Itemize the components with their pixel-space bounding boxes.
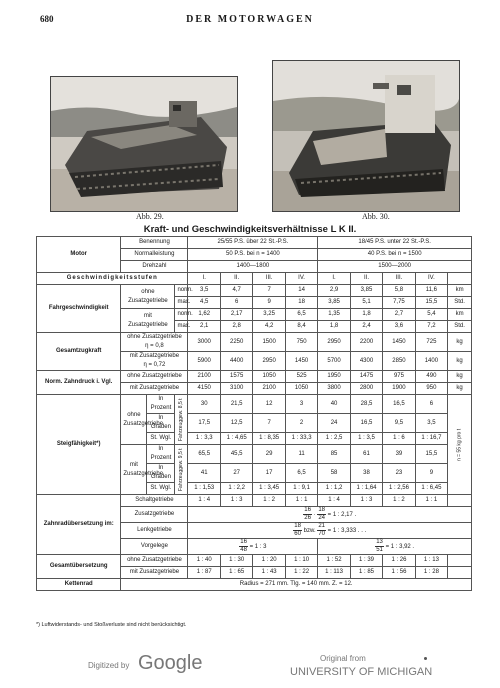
gesamt-cell: 1 : 13 bbox=[415, 555, 447, 567]
fahr-cell: 14 bbox=[285, 285, 317, 297]
steig-cell: 65,5 bbox=[188, 445, 220, 464]
vorg-a-n: 16 bbox=[240, 539, 247, 545]
schalt-cell: 1 : 4 bbox=[188, 495, 220, 507]
zusatz-n2: 18 bbox=[318, 507, 325, 513]
gesamt-cell: 1 : 113 bbox=[318, 567, 350, 579]
zugkraft-label: Gesamtzugkraft bbox=[37, 333, 121, 371]
fahr-cell: 3,5 bbox=[188, 285, 220, 297]
fahr-cell: 3,85 bbox=[350, 285, 382, 297]
ratio-table bbox=[36, 236, 472, 591]
fahr-cell: 1,62 bbox=[188, 309, 220, 321]
zugkraft-mit-label bbox=[121, 352, 188, 371]
gear-b-4: IV. bbox=[415, 273, 447, 285]
zusatz-d2: 24 bbox=[318, 515, 325, 521]
gesamt-cell: 1 : 26 bbox=[383, 555, 415, 567]
fahr-label: Fahrgeschwindigkeit bbox=[37, 285, 121, 333]
gesamt-cell: 1 : 20 bbox=[253, 555, 285, 567]
running-title: DER MOTORWAGEN bbox=[186, 14, 314, 25]
zug-cell: 1450 bbox=[285, 352, 317, 371]
steig-cell: 1 : 4,65 bbox=[220, 433, 252, 445]
zugkraft-ohne-label bbox=[121, 333, 188, 352]
gear-header-label: Geschwindigkeitsstufen bbox=[37, 273, 188, 285]
zug-cell: 5900 bbox=[188, 352, 220, 371]
fahr-cell: 15,5 bbox=[415, 297, 447, 309]
zd-cell: 525 bbox=[285, 371, 317, 383]
steig-cell: 1 : 1,64 bbox=[350, 483, 382, 495]
steig-cell: 41 bbox=[188, 464, 220, 483]
steig-cell: 16,5 bbox=[350, 414, 382, 433]
steig-vert-a: Fahrzeuggew. 8,5 t bbox=[175, 395, 188, 445]
fahr-cell: 2,9 bbox=[318, 285, 350, 297]
zug-cell: 2850 bbox=[383, 352, 415, 371]
steig-mit-label: mit Zusatzgetriebe bbox=[121, 445, 147, 495]
fahr-ohne-label: ohne Zusatzgetriebe bbox=[121, 285, 175, 309]
zugkraft-mit-text: mit Zusatzgetriebe bbox=[129, 353, 180, 359]
steig-cell: 3,5 bbox=[415, 414, 447, 433]
schalt-cell: 1 : 1 bbox=[415, 495, 447, 507]
original-from: Original from bbox=[320, 654, 366, 663]
benennung-a: 25/55 P.S. über 22 St.-P.S. bbox=[188, 237, 318, 249]
steig-graden-label: In Graden bbox=[147, 414, 175, 433]
fahr-cell: 9 bbox=[253, 297, 285, 309]
steig-cell: 15,5 bbox=[415, 445, 447, 464]
zug-cell: 1450 bbox=[383, 333, 415, 352]
lenk-label: Lenkgetriebe bbox=[121, 523, 188, 539]
fahr-cell: 7 bbox=[253, 285, 285, 297]
zug-unit: kg bbox=[448, 333, 472, 352]
zusatz-n1: 16 bbox=[304, 507, 311, 513]
normal-label: Normalleistung bbox=[121, 249, 188, 261]
lenk-d1: 60 bbox=[294, 531, 301, 537]
steig-cell: 45,5 bbox=[220, 445, 252, 464]
steig-cell: 58 bbox=[318, 464, 350, 483]
steig-cell: 1 : 2,2 bbox=[220, 483, 252, 495]
zd-cell: 3800 bbox=[318, 383, 350, 395]
steig-cell: 9 bbox=[415, 464, 447, 483]
zd-cell: 1050 bbox=[253, 371, 285, 383]
vorg-b-d: 51 bbox=[376, 547, 383, 553]
vorg-a-result: = 1 : 3 bbox=[249, 544, 267, 551]
fahr-cell: 1,35 bbox=[318, 309, 350, 321]
steig-cell: 1 : 6,45 bbox=[415, 483, 447, 495]
steig-cell: 24 bbox=[318, 414, 350, 433]
zd-cell: 4150 bbox=[188, 383, 220, 395]
page-header bbox=[0, 14, 500, 28]
steig-cell: 39 bbox=[383, 445, 415, 464]
vorgelege-a bbox=[188, 539, 318, 555]
steig-cell: 3 bbox=[285, 395, 317, 414]
steig-cell: 1 : 6 bbox=[383, 433, 415, 445]
steig-cell: 7 bbox=[253, 414, 285, 433]
gesamt-cell: 1 : 52 bbox=[318, 555, 350, 567]
gesamt-cell: 1 : 10 bbox=[285, 555, 317, 567]
zd-cell: 490 bbox=[415, 371, 447, 383]
zahndruck-mit-label: mit Zusatzgetriebe bbox=[121, 383, 188, 395]
gesamt-cell: 1 : 39 bbox=[350, 555, 382, 567]
fahr-cell: 3,85 bbox=[318, 297, 350, 309]
fahr-cell: 5,8 bbox=[383, 285, 415, 297]
gesamt-cell: 1 : 56 bbox=[383, 567, 415, 579]
vorg-b-n: 13 bbox=[376, 539, 383, 545]
fahr-norm-label: norm. bbox=[175, 285, 188, 297]
steig-cell: 21,5 bbox=[220, 395, 252, 414]
steig-cell: 1 : 33,3 bbox=[285, 433, 317, 445]
fahr-cell: 6 bbox=[220, 297, 252, 309]
zahndruck-ohne-label: ohne Zusatzgetriebe bbox=[121, 371, 188, 383]
fahr-cell: 11,6 bbox=[415, 285, 447, 297]
dreh-b: 1500—2000 bbox=[318, 261, 472, 273]
steig-cell: 1 : 1,53 bbox=[188, 483, 220, 495]
lenk-n2: 21 bbox=[318, 523, 325, 529]
zahndruck-label: Norm. Zahndruck i. Vgl. bbox=[37, 371, 121, 395]
steig-cell: 1 : 16,7 bbox=[415, 433, 447, 445]
fahr-mit-label: mit Zusatzgetriebe bbox=[121, 309, 175, 333]
steig-cell: 1 : 2,56 bbox=[383, 483, 415, 495]
benennung-b: 18/45 P.S. unter 22 St.-P.S. bbox=[318, 237, 472, 249]
dreh-a: 1400—1800 bbox=[188, 261, 318, 273]
zd-cell: 2100 bbox=[188, 371, 220, 383]
zug-cell: 1500 bbox=[253, 333, 285, 352]
zug-cell: 2250 bbox=[220, 333, 252, 352]
zd-unit-2: kg bbox=[448, 383, 472, 395]
steig-cell: 61 bbox=[350, 445, 382, 464]
fahr-cell: 8,4 bbox=[285, 321, 317, 333]
zug-cell: 5700 bbox=[318, 352, 350, 371]
zug-cell: 2950 bbox=[318, 333, 350, 352]
schalt-cell: 1 : 2 bbox=[253, 495, 285, 507]
fahr-cell: 7,75 bbox=[383, 297, 415, 309]
gear-a-1: I. bbox=[188, 273, 220, 285]
zug-cell: 2950 bbox=[253, 352, 285, 371]
steig-ohne-label: ohne Zusatzgetriebe bbox=[121, 395, 147, 445]
gesamt-cell: 1 : 40 bbox=[188, 555, 220, 567]
zusatz-label: Zusatzgetriebe bbox=[121, 507, 188, 523]
gesamt-cell: 1 : 28 bbox=[415, 567, 447, 579]
fahr-max-label: max. bbox=[175, 297, 188, 309]
steig-cell: 12,5 bbox=[220, 414, 252, 433]
steig-cell: 29 bbox=[253, 445, 285, 464]
steig-cell: 1 : 3,3 bbox=[188, 433, 220, 445]
gesamt-label: Gesamtübersetzung bbox=[37, 555, 121, 579]
zugkraft-ohne-eta: η = 0,8 bbox=[145, 343, 164, 349]
zug-cell: 750 bbox=[285, 333, 317, 352]
steig-cell: 30 bbox=[188, 395, 220, 414]
zug-cell: 4400 bbox=[220, 352, 252, 371]
vorgelege-b bbox=[318, 539, 472, 555]
figure-caption-30: Abb. 30. bbox=[362, 212, 390, 221]
fahr-cell: 1,8 bbox=[318, 321, 350, 333]
lenk-result: = 1 : 3,333 . . . bbox=[327, 528, 367, 535]
fahr-cell: 2,17 bbox=[220, 309, 252, 321]
fahr-unit-b: Std. bbox=[448, 297, 472, 309]
steig-cell: 28,5 bbox=[350, 395, 382, 414]
gesamt-cell: 1 : 85 bbox=[350, 567, 382, 579]
table-title: Kraft- und Geschwindigkeitsverhältnisse L K II. bbox=[143, 224, 357, 235]
vorgelege-label: Vorgelege bbox=[121, 539, 188, 555]
schalt-cell: 1 : 4 bbox=[318, 495, 350, 507]
zugkraft-mit-eta: η = 0,72 bbox=[143, 362, 166, 368]
gear-b-3: III. bbox=[383, 273, 415, 285]
zug-cell: 4300 bbox=[350, 352, 382, 371]
zug-cell: 1400 bbox=[415, 352, 447, 371]
steig-cell: 85 bbox=[318, 445, 350, 464]
schalt-cell: 1 : 3 bbox=[220, 495, 252, 507]
normal-b: 40 P.S. bei n = 1500 bbox=[318, 249, 472, 261]
fahr-cell: 18 bbox=[285, 297, 317, 309]
zd-cell: 2100 bbox=[253, 383, 285, 395]
lenk-formula bbox=[188, 523, 472, 539]
fahr-cell: 1,8 bbox=[350, 309, 382, 321]
schalt-label: Schaltgetriebe bbox=[121, 495, 188, 507]
steig-prozent-label: In Prozent bbox=[147, 395, 175, 414]
steig-cell: 2 bbox=[285, 414, 317, 433]
zug-cell: 2200 bbox=[350, 333, 382, 352]
figure-caption-29: Abb. 29. bbox=[136, 212, 164, 221]
kettenrad-value: Radius = 271 mm. Tlg. = 140 mm. Z. = 12. bbox=[121, 579, 472, 591]
fahr-cell: 3,6 bbox=[383, 321, 415, 333]
gesamt-cell: 1 : 22 bbox=[285, 567, 317, 579]
steig-stwgl-label: St. Wgl. bbox=[147, 433, 175, 445]
fahr-cell: 5,1 bbox=[350, 297, 382, 309]
zug-cell: 725 bbox=[415, 333, 447, 352]
fahr-cell: 6,5 bbox=[285, 309, 317, 321]
lenk-mid: bzw. bbox=[303, 528, 316, 535]
gesamt-ohne-label: ohne Zusatzgetriebe bbox=[121, 555, 188, 567]
fahr-unit-a-2: km bbox=[448, 309, 472, 321]
schalt-cell: 1 : 2 bbox=[383, 495, 415, 507]
steig-cell: 40 bbox=[318, 395, 350, 414]
benennung-label: Benennung bbox=[121, 237, 188, 249]
zd-cell: 975 bbox=[383, 371, 415, 383]
fahr-cell: 2,8 bbox=[220, 321, 252, 333]
fahr-cell: 4,2 bbox=[253, 321, 285, 333]
dreh-label: Drehzahl bbox=[121, 261, 188, 273]
fahr-cell: 2,1 bbox=[188, 321, 220, 333]
page-number: 680 bbox=[40, 14, 54, 24]
tank-photo-2 bbox=[272, 60, 460, 212]
steig-vert-b: Fahrzeuggew. 9,5 t bbox=[175, 445, 188, 495]
footnote: *) Luftwiderstands- und Stoßverluste sind nicht berücksichtigt. bbox=[36, 622, 187, 628]
lenk-d2: 70 bbox=[318, 531, 325, 537]
gesamt-cell: 1 : 30 bbox=[220, 555, 252, 567]
steig-prozent-label-2: In Prozent bbox=[147, 445, 175, 464]
zug-unit-2: kg bbox=[448, 352, 472, 371]
steig-cell: 1 : 3,45 bbox=[253, 483, 285, 495]
schalt-cell: 1 : 3 bbox=[350, 495, 382, 507]
fahr-cell: 4,5 bbox=[188, 297, 220, 309]
zug-cell: 3000 bbox=[188, 333, 220, 352]
steig-unit-vert: n = 55 kg pro t bbox=[448, 395, 472, 495]
steig-label: Steigfähigkeit*) bbox=[37, 395, 121, 495]
fahr-unit-b-2: Std. bbox=[448, 321, 472, 333]
vorg-b-result: = 1 : 3,92 . bbox=[385, 544, 415, 551]
steig-cell: 23 bbox=[383, 464, 415, 483]
schalt-cell: 1 : 1 bbox=[285, 495, 317, 507]
digitized-by: Digitized by bbox=[88, 661, 130, 670]
fahr-cell: 2,7 bbox=[383, 309, 415, 321]
zusatz-result: = 1 : 2,17 . bbox=[327, 512, 357, 519]
steig-cell: 1 : 2,5 bbox=[318, 433, 350, 445]
steig-cell: 27 bbox=[220, 464, 252, 483]
tank-photo-1 bbox=[50, 76, 238, 212]
motor-label: Motor bbox=[37, 237, 121, 273]
gesamt-mit-label: mit Zusatzgetriebe bbox=[121, 567, 188, 579]
zd-cell: 3100 bbox=[220, 383, 252, 395]
fahr-cell: 2,4 bbox=[350, 321, 382, 333]
zahnrad-label: Zahnradübersetzung im: bbox=[37, 495, 121, 555]
zd-cell: 1950 bbox=[318, 371, 350, 383]
fahr-cell: 7,2 bbox=[415, 321, 447, 333]
steig-stwgl-label-2: St. Wgl. bbox=[147, 483, 175, 495]
steig-cell: 6,5 bbox=[285, 464, 317, 483]
steig-cell: 17 bbox=[253, 464, 285, 483]
fahr-cell: 5,4 bbox=[415, 309, 447, 321]
steig-cell: 1 : 9,1 bbox=[285, 483, 317, 495]
gear-a-2: II. bbox=[220, 273, 252, 285]
zd-unit: kg bbox=[448, 371, 472, 383]
lenk-n1: 18 bbox=[294, 523, 301, 529]
steig-cell: 12 bbox=[253, 395, 285, 414]
zd-cell: 1475 bbox=[350, 371, 382, 383]
steig-cell: 11 bbox=[285, 445, 317, 464]
fahr-cell: 4,7 bbox=[220, 285, 252, 297]
steig-cell: 1 : 8,35 bbox=[253, 433, 285, 445]
gear-a-3: III. bbox=[253, 273, 285, 285]
kettenrad-label: Kettenrad bbox=[37, 579, 121, 591]
steig-cell: 9,5 bbox=[383, 414, 415, 433]
zd-cell: 1575 bbox=[220, 371, 252, 383]
steig-cell: 16,5 bbox=[383, 395, 415, 414]
steig-cell: 1 : 3,5 bbox=[350, 433, 382, 445]
gear-b-1: I. bbox=[318, 273, 350, 285]
zusatz-formula: $\frac{16}{26}$ · $\frac{18}{24}$ = 1 : 2,17 . bbox=[188, 507, 472, 523]
fahr-unit-a: km bbox=[448, 285, 472, 297]
zd-cell: 1050 bbox=[285, 383, 317, 395]
fahr-norm-label-2: norm. bbox=[175, 309, 188, 321]
zd-cell: 950 bbox=[415, 383, 447, 395]
ink-dot bbox=[424, 657, 427, 660]
steig-graden-label-2: In Graden bbox=[147, 464, 175, 483]
zusatz-d1: 26 bbox=[304, 515, 311, 521]
gear-a-4: IV. bbox=[285, 273, 317, 285]
steig-cell: 1 : 1,2 bbox=[318, 483, 350, 495]
steig-cell: 6 bbox=[415, 395, 447, 414]
university-name: UNIVERSITY OF MICHIGAN bbox=[290, 666, 433, 678]
zd-cell: 2800 bbox=[350, 383, 382, 395]
zugkraft-ohne-text: ohne Zusatzgetriebe bbox=[127, 334, 182, 340]
fahr-max-label-2: max. bbox=[175, 321, 188, 333]
normal-a: 50 P.S. bei n = 1400 bbox=[188, 249, 318, 261]
google-logo: Google bbox=[138, 652, 203, 674]
steig-cell: 17,5 bbox=[188, 414, 220, 433]
steig-cell: 38 bbox=[350, 464, 382, 483]
zd-cell: 1900 bbox=[383, 383, 415, 395]
vorg-a-d: 48 bbox=[240, 547, 247, 553]
gear-b-2: II. bbox=[350, 273, 382, 285]
gesamt-cell: 1 : 65 bbox=[220, 567, 252, 579]
gesamt-cell: 1 : 87 bbox=[188, 567, 220, 579]
gesamt-cell: 1 : 43 bbox=[253, 567, 285, 579]
fahr-cell: 3,25 bbox=[253, 309, 285, 321]
